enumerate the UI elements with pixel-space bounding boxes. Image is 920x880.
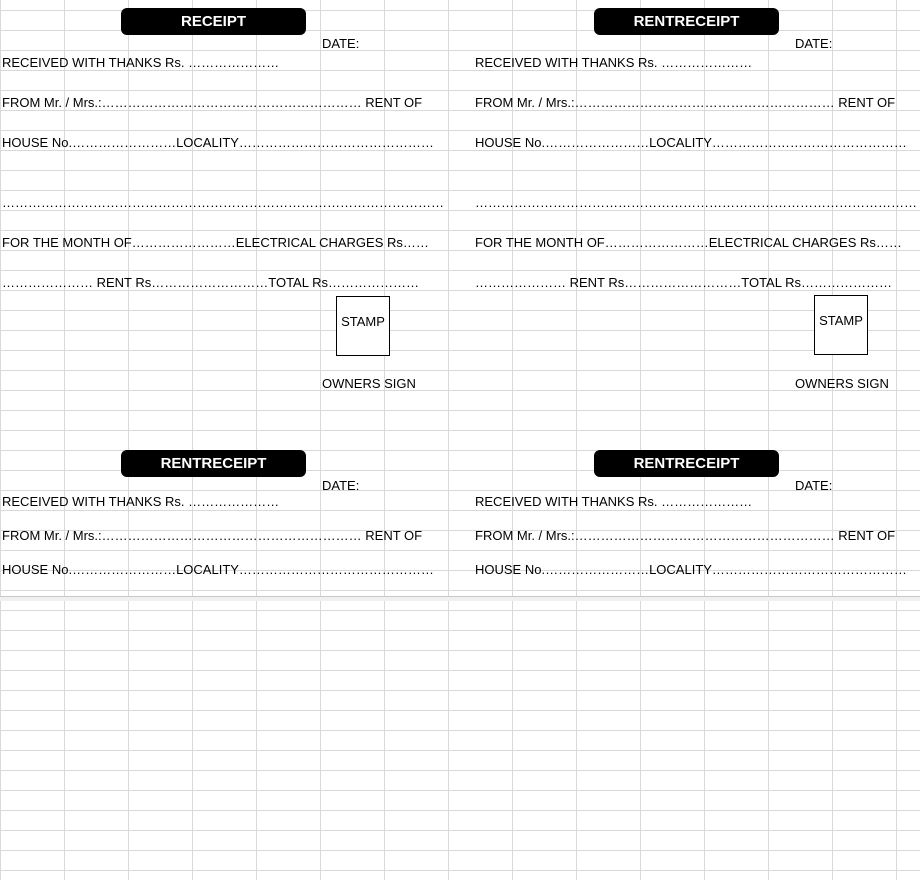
receipt-title: RECEIPT bbox=[121, 8, 306, 35]
owners-sign-label: OWNERS SIGN bbox=[322, 376, 416, 391]
date-label: DATE: bbox=[795, 36, 833, 51]
from-line: FROM Mr. / Mrs.:…………………………………………………… RENT OF bbox=[2, 95, 423, 110]
received-line: RECEIVED WITH THANKS Rs. ………………… bbox=[475, 55, 753, 70]
receipt-title: RENTRECEIPT bbox=[121, 450, 306, 477]
stamp-box: STAMP bbox=[336, 296, 390, 356]
rent-line: ………………… RENT Rs………………………TOTAL Rs………………… bbox=[475, 275, 892, 290]
date-label: DATE: bbox=[322, 478, 360, 493]
house-line: HOUSE No.……………………LOCALITY……………………………………… bbox=[2, 562, 434, 577]
date-label: DATE: bbox=[795, 478, 833, 493]
received-line: RECEIVED WITH THANKS Rs. ………………… bbox=[2, 55, 280, 70]
house-line: HOUSE No.……………………LOCALITY……………………………………… bbox=[475, 562, 907, 577]
house-line: HOUSE No.……………………LOCALITY……………………………………… bbox=[2, 135, 434, 150]
receipt-form-2 bbox=[473, 0, 917, 440]
receipt-form-1 bbox=[0, 0, 444, 440]
receipt-title: RENTRECEIPT bbox=[594, 450, 779, 477]
owners-sign-label: OWNERS SIGN bbox=[795, 376, 889, 391]
blank-line: ………………………………………………………………………………………… bbox=[475, 195, 917, 210]
house-line: HOUSE No.……………………LOCALITY……………………………………… bbox=[475, 135, 907, 150]
stamp-box: STAMP bbox=[814, 295, 868, 355]
received-line: RECEIVED WITH THANKS Rs. ………………… bbox=[2, 494, 280, 509]
received-line: RECEIVED WITH THANKS Rs. ………………… bbox=[475, 494, 753, 509]
receipt-form-4 bbox=[473, 440, 913, 880]
date-label: DATE: bbox=[322, 36, 360, 51]
from-line: FROM Mr. / Mrs.:…………………………………………………… RENT OF bbox=[475, 95, 896, 110]
from-line: FROM Mr. / Mrs.:…………………………………………………… RENT OF bbox=[2, 528, 423, 543]
blank-line: ………………………………………………………………………………………… bbox=[2, 195, 444, 210]
horizontal-scrollbar[interactable] bbox=[0, 596, 920, 601]
receipt-title: RENTRECEIPT bbox=[594, 8, 779, 35]
month-line: FOR THE MONTH OF……………………ELECTRICAL CHARGES Rs…… bbox=[2, 235, 429, 250]
rent-line: ………………… RENT Rs………………………TOTAL Rs………………… bbox=[2, 275, 419, 290]
receipt-form-3 bbox=[0, 440, 440, 880]
month-line: FOR THE MONTH OF……………………ELECTRICAL CHARGES Rs…… bbox=[475, 235, 902, 250]
from-line: FROM Mr. / Mrs.:…………………………………………………… RENT OF bbox=[475, 528, 896, 543]
